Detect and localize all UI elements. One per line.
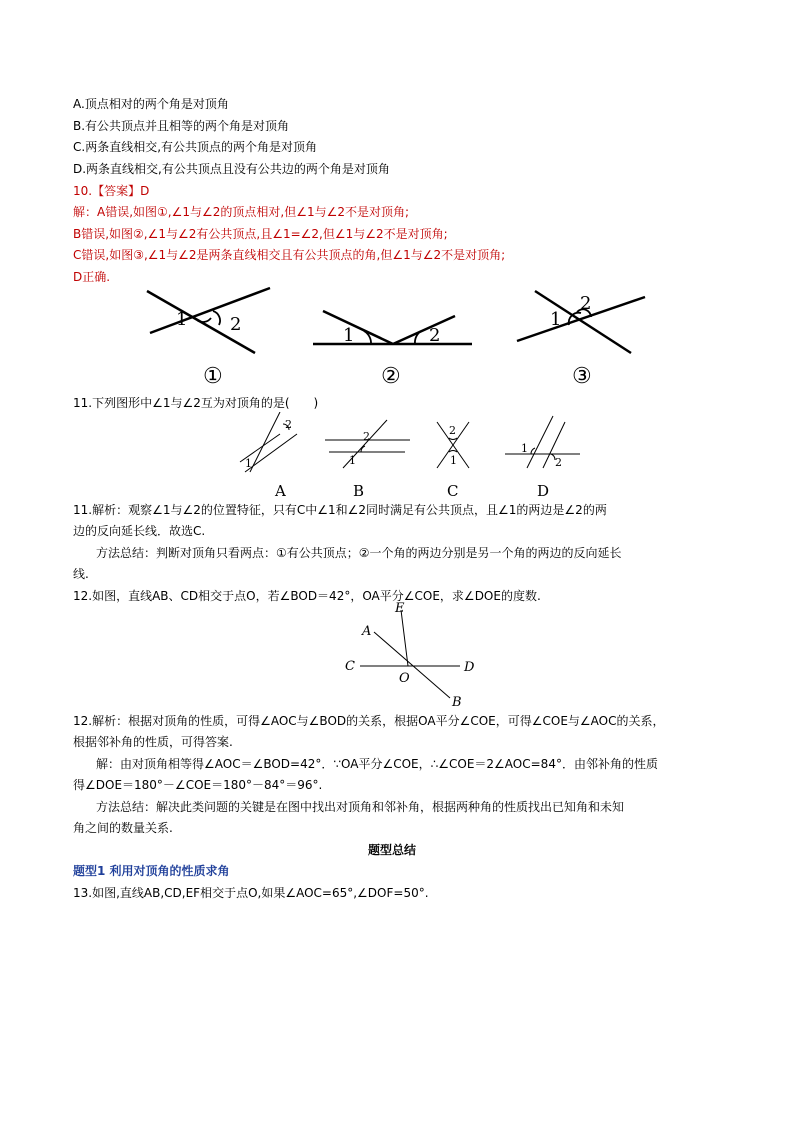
figure-1 [147, 288, 270, 388]
fig3-circle-label: ③ [572, 364, 592, 388]
q11c-label-1: 1 [450, 454, 457, 467]
q11-figure-a [240, 412, 297, 500]
q12-stem: 12.如图，直线AB、CD相交于点O，若∠BOD＝42°，OA平分∠COE，求∠DOE的度数. [73, 589, 541, 603]
figure-3 [517, 291, 645, 388]
answer-11-line2: 边的反向延长线．故选C. [73, 524, 206, 538]
fig2-circle-label: ② [381, 364, 401, 388]
q11b-option-label: B [353, 482, 365, 500]
answer-12-line6: 角之间的数量关系. [73, 821, 173, 835]
figure-12-diagram [340, 598, 480, 710]
answer-10-line3: C错误,如图③,∠1与∠2是两条直线相交且有公共顶点的角,但∠1与∠2不是对顶角; [73, 248, 506, 262]
answer-12-line5: 方法总结：解决此类问题的关键是在图中找出对顶角和邻补角，根据两种角的性质找出已知角和未知 [96, 800, 625, 814]
q12-label-e: E [395, 601, 405, 616]
q9-option-c: C.两条直线相交,有公共顶点的两个角是对顶角 [73, 140, 318, 154]
q12-label-a: A [362, 624, 372, 639]
q12-label-o: O [399, 671, 410, 686]
q11-figure-b [325, 420, 410, 500]
answer-10-line4: D正确. [73, 270, 111, 284]
answer-12-line4: 得∠DOE＝180°－∠COE＝180°－84°＝96°. [73, 778, 323, 792]
q9-option-b: B.有公共顶点并且相等的两个角是对顶角 [73, 119, 290, 133]
figure-2 [313, 311, 472, 388]
fig2-label-2: 2 [429, 325, 441, 346]
summary-title: 题型总结 [368, 843, 417, 857]
q11d-option-label: D [537, 482, 550, 500]
figure-10-diagrams [135, 283, 655, 388]
q11a-option-label: A [275, 482, 286, 500]
fig1-circle-label: ① [203, 364, 223, 388]
answer-12-line1: 12.解析：根据对顶角的性质，可得∠AOC与∠BOD的关系，根据OA平分∠COE，可得∠COE与∠AOC的关系， [73, 714, 665, 728]
fig1-label-2: 2 [230, 314, 242, 335]
q12-label-c: C [345, 659, 355, 674]
answer-12-line3: 解：由对顶角相等得∠AOC＝∠BOD=42°．∵OA平分∠COE，∴∠COE＝2∠AOC=84°．由邻补角的性质 [96, 757, 658, 771]
answer-11-line1: 11.解析：观察∠1与∠2的位置特征，只有C中∠1和∠2同时满足有公共顶点，且∠1的两边是∠2的两 [73, 503, 607, 517]
fig3-label-1: 1 [550, 309, 562, 330]
q11c-label-2: 2 [449, 424, 456, 437]
q9-option-d: D.两条直线相交,有公共顶点且没有公共边的两个角是对顶角 [73, 162, 390, 176]
answer-12-line2: 根据邻补角的性质，可得答案. [73, 735, 233, 749]
fig3-label-2: 2 [580, 293, 592, 314]
summary-type1-heading: 题型1 利用对顶角的性质求角 [73, 864, 230, 878]
answer-10-line2: B错误,如图②,∠1与∠2有公共顶点,且∠1=∠2,但∠1与∠2不是对顶角; [73, 227, 448, 241]
q11d-label-1: 1 [521, 442, 528, 455]
answer-10-line1: 解：A错误,如图①,∠1与∠2的顶点相对,但∠1与∠2不是对顶角; [73, 205, 410, 219]
answer-10-heading: 10.【答案】D [73, 184, 150, 198]
q11b-label-2: 2 [363, 430, 370, 443]
figure-11-options [225, 412, 585, 500]
q11-figure-c [437, 422, 469, 500]
q11-stem: 11.下列图形中∠1与∠2互为对顶角的是( ) [73, 396, 319, 410]
q11a-label-1: 1 [245, 457, 252, 470]
q12-label-d: D [464, 660, 475, 675]
answer-11-line3: 方法总结：判断对顶角只看两点：①有公共顶点；②一个角的两边分别是另一个角的两边的反向延长 [96, 546, 622, 560]
q11a-label-2: 2 [285, 418, 292, 431]
q12-label-b: B [452, 695, 462, 710]
q9-option-a: A.顶点相对的两个角是对顶角 [73, 97, 229, 111]
fig2-label-1: 1 [343, 325, 355, 346]
q13-stem: 13.如图,直线AB,CD,EF相交于点O,如果∠AOC=65°,∠DOF=50°. [73, 886, 429, 900]
fig1-label-1: 1 [176, 309, 188, 330]
q11b-label-1: 1 [349, 454, 356, 467]
q11-figure-d [505, 416, 580, 500]
answer-11-line4: 线. [73, 567, 89, 581]
q11d-label-2: 2 [555, 456, 562, 469]
q11c-option-label: C [447, 482, 459, 500]
